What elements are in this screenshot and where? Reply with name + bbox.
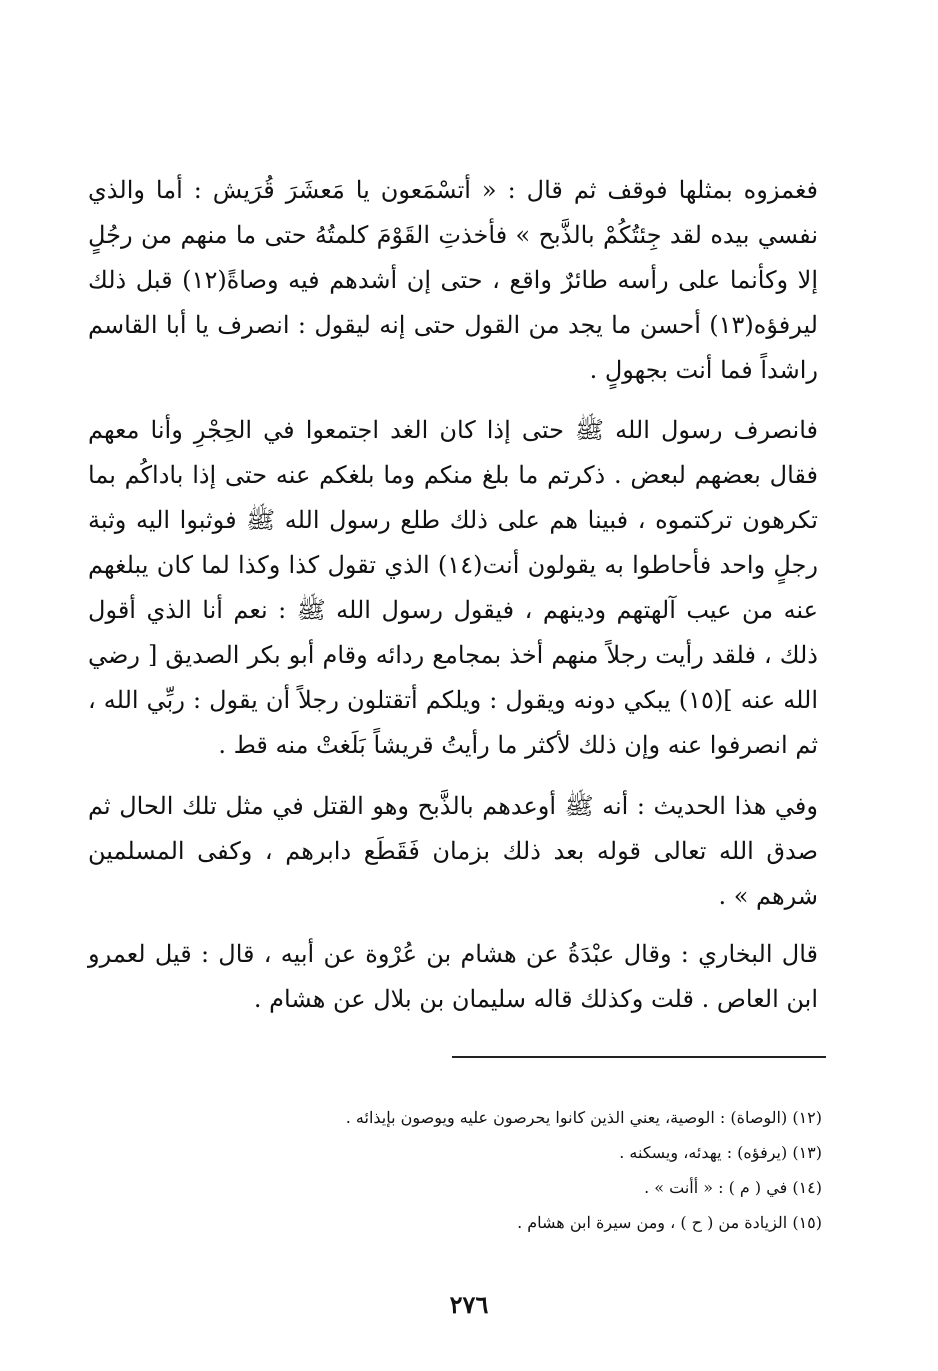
- paragraph-3: وفي هذا الحديث : أنه ﷺ أوعدهم بالذَّبح وهو القتل في مثل تلك الحال ثم صدق الله تعالى قوله بعد ذلك بزمان فَقَطَع دابرهم ، وكفى المسلمين شرهم » .: [88, 792, 818, 910]
- footnote-separator: [452, 1056, 826, 1058]
- paragraph-1: فغمزوه بمثلها فوقف ثم قال : « أتسْمَعون يا مَعشَرَ قُرَيش : أما والذي نفسي بيده لقد جِئتُكُمْ بالذَّبح » فأخذتِ القَوْمَ كلمتُهُ حتى ما منهم من رجُلٍ إلا وكأنما على رأسه طائرٌ واقع ، حتى إن أشدهم فيه وصاةً(١٢) قبل ذلك ليرفؤه(١٣) أحسن ما يجد من القول حتى إنه ليقول : انصرف يا أبا القاسم راشداً فما أنت بجهولٍ .: [88, 176, 818, 384]
- paragraph-4: قال البخاري : وقال عبْدَةُ عن هشام بن عُرْوة عن أبيه ، قال : قيل لعمرو ابن العاص . قلت وكذلك قاله سليمان بن بلال عن هشام .: [88, 940, 818, 1013]
- footnote-15: (١٥) الزيادة من ( ح ) ، ومن سيرة ابن هشام .: [517, 1213, 822, 1232]
- footnotes-list: [88, 1100, 822, 1240]
- footnote-13: (١٣) (يرفؤه) : يهدئه، ويسكنه .: [619, 1143, 822, 1162]
- footnote-14: (١٤) في ( م ) : « أأنت » .: [644, 1178, 822, 1197]
- paragraph-2: فانصرف رسول الله ﷺ حتى إذا كان الغد اجتمعوا في الحِجْرِ وأنا معهم فقال بعضهم لبعض . ذكرتم ما بلغ منكم وما بلغكم عنه حتى إذا باداكُم بما تكرهون تركتموه ، فبينا هم على ذلك طلع رسول الله ﷺ فوثبوا اليه وثبة رجلٍ واحد فأحاطوا به يقولون أنت(١٤) الذي تقول كذا وكذا لما كان يبلغهم عنه من عيب آلهتهم ودينهم ، فيقول رسول الله ﷺ : نعم أنا الذي أقول ذلك ، فلقد رأيت رجلاً منهم أخذ بمجامع ردائه وقام أبو بكر الصديق [ رضي الله عنه ](١٥) يبكي دونه ويقول : ويلكم أتقتلون رجلاً أن يقول : ربِّي الله ، ثم انصرفوا عنه وإن ذلك لأكثر ما رأيتُ قريشاً بَلَغتْ منه قط .: [88, 416, 818, 759]
- footnote-12: (١٢) (الوصاة) : الوصية، يعني الذين كانوا يحرصون عليه ويوصون بإيذائه .: [345, 1108, 822, 1127]
- page-number: ٢٧٦: [449, 1290, 489, 1319]
